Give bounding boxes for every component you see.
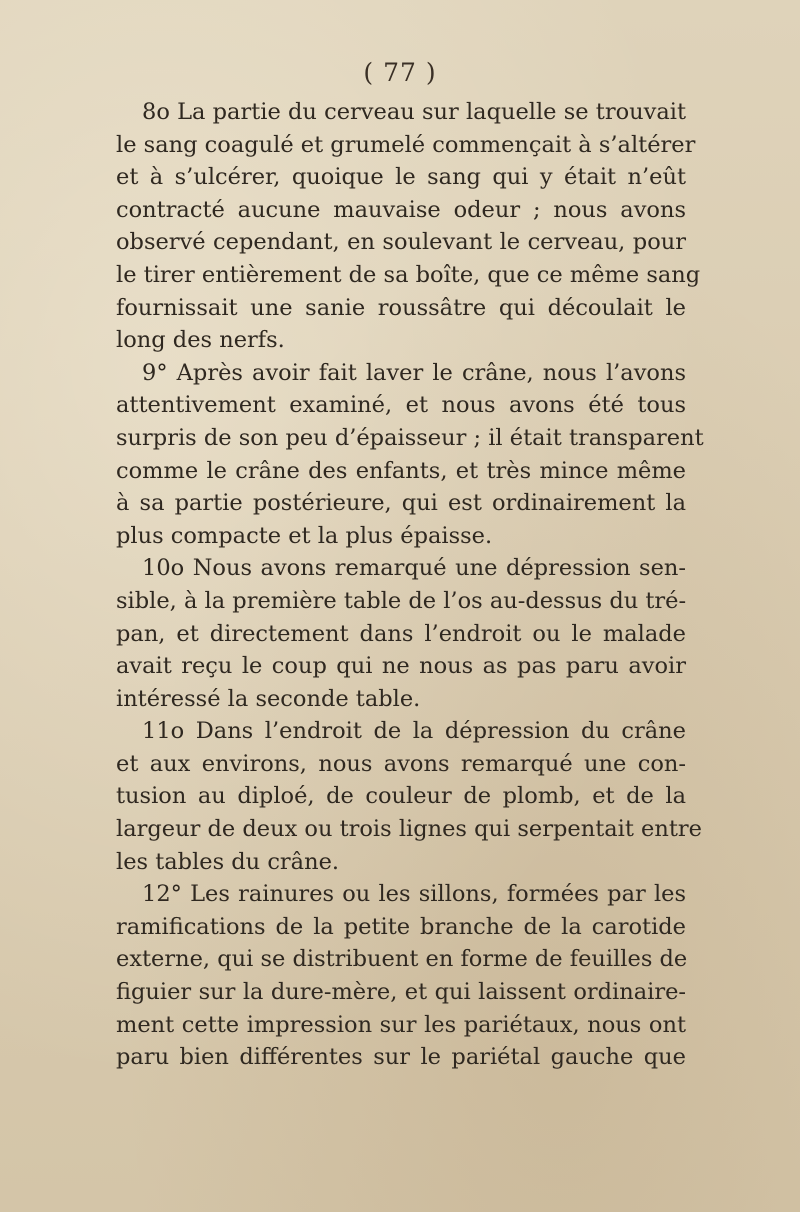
text-line: comme le crâne des enfants, et très mince même bbox=[116, 457, 686, 484]
text-line: externe, qui se distribuent en forme de feuilles de bbox=[116, 946, 688, 973]
text-line: et aux environs, nous avons remarqué une con- bbox=[116, 750, 686, 777]
text-line: surpris de son peu d’épaisseur ; il était transparent bbox=[116, 424, 704, 451]
text-line: intéressé la seconde table. bbox=[116, 685, 421, 712]
text-line: le tirer entièrement de sa boîte, que ce même sang bbox=[116, 261, 701, 288]
page-number: ( 77 ) bbox=[363, 58, 437, 87]
text-line: les tables du crâne. bbox=[116, 848, 340, 875]
text-line: 10o Nous avons remarqué une dépression sen- bbox=[142, 555, 686, 582]
body-text bbox=[116, 96, 704, 1074]
text-line: tusion au diploé, de couleur de plomb, et de la bbox=[116, 783, 686, 810]
text-line: plus compacte et la plus épaisse. bbox=[116, 522, 493, 549]
text-line: le sang coagulé et grumelé commençait à s’altérer bbox=[116, 131, 696, 158]
text-line: ment cette impression sur les pariétaux, nous ont bbox=[116, 1011, 686, 1038]
text-line: fournissait une sanie roussâtre qui découlait le bbox=[116, 294, 686, 321]
text-line: avait reçu le coup qui ne nous as pas paru avoir bbox=[116, 653, 686, 680]
text-line: ramifications de la petite branche de la carotide bbox=[116, 913, 686, 940]
text-line: largeur de deux ou trois lignes qui serpentait entre bbox=[116, 816, 702, 843]
text-line: 11o Dans l’endroit de la dépression du crâne bbox=[142, 718, 686, 745]
text-line: 8o La partie du cerveau sur laquelle se trouvait bbox=[142, 99, 686, 125]
text-line: figuier sur la dure-mère, et qui laissent ordinaire- bbox=[116, 979, 686, 1006]
text-line: pan, et directement dans l’endroit ou le malade bbox=[116, 620, 686, 647]
text-line: 12° Les rainures ou les sillons, formées par les bbox=[142, 881, 686, 908]
text-line: à sa partie postérieure, qui est ordinairement la bbox=[116, 490, 686, 517]
text-line: 9° Après avoir fait laver le crâne, nous l’avons bbox=[142, 359, 686, 386]
text-line: paru bien différentes sur le pariétal gauche que bbox=[116, 1044, 686, 1071]
text-line: observé cependant, en soulevant le cerveau, pour bbox=[116, 229, 686, 256]
text-line: attentivement examiné, et nous avons été tous bbox=[116, 392, 686, 419]
text-line: et à s’ulcérer, quoique le sang qui y était n’eût bbox=[116, 164, 686, 191]
text-line: contracté aucune mauvaise odeur ; nous avons bbox=[116, 196, 686, 223]
text-line: sible, à la première table de l’os au-dessus du tré- bbox=[116, 587, 687, 614]
text-line: long des nerfs. bbox=[116, 327, 285, 354]
